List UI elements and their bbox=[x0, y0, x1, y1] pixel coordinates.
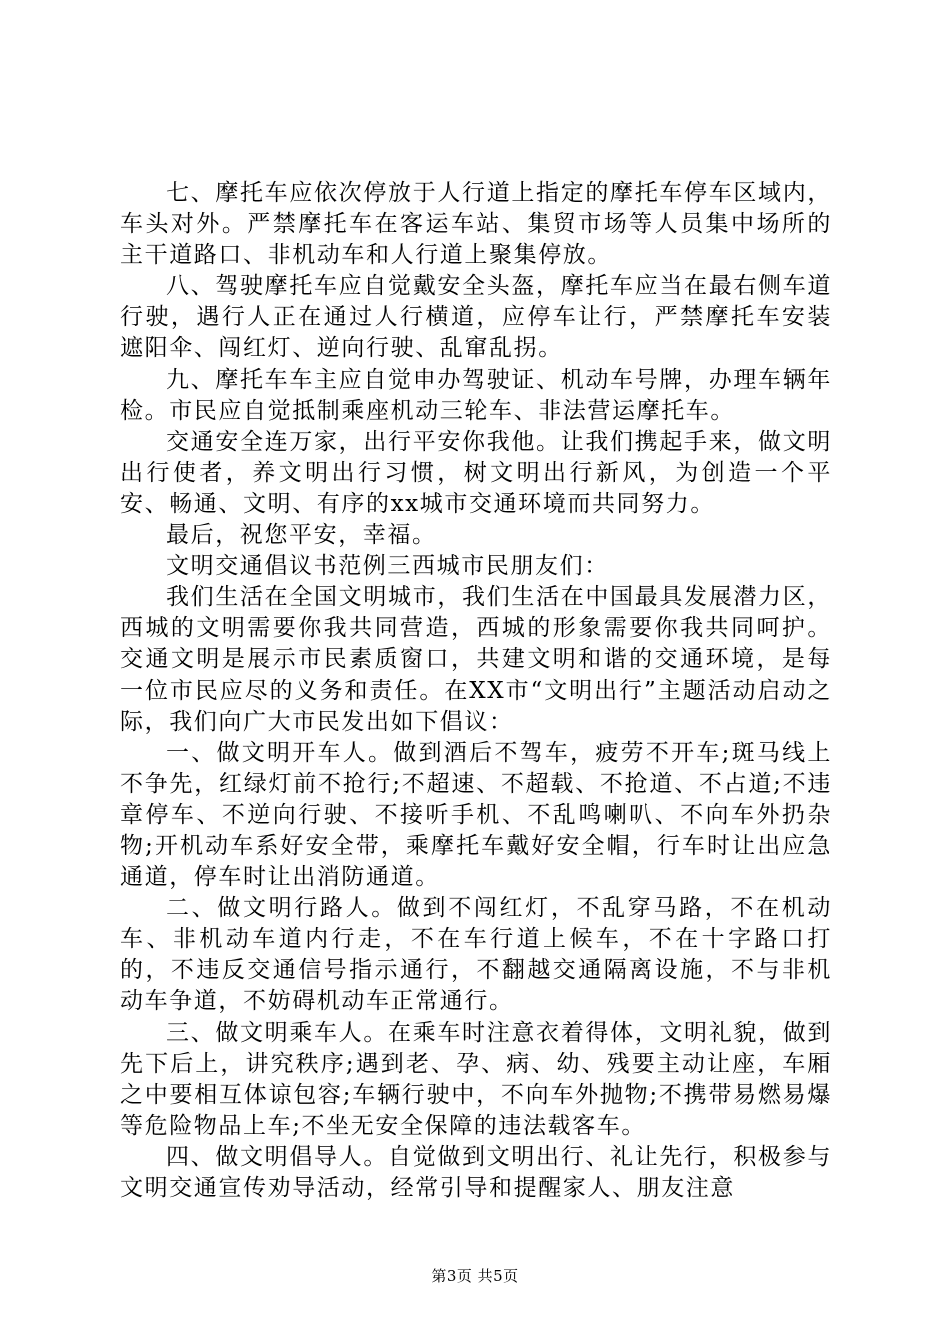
paragraph: 二、做文明行路人。做到不闯红灯，不乱穿马路，不在机动车、非机动车道内行走，不在车行道上候车，不在十字路口打的，不违反交通信号指示通行，不翻越交通隔离设施，不与非机动车争道，不妨碍机动车正常通行。 bbox=[120, 895, 832, 1015]
paragraph: 最后，祝您平安，幸福。 bbox=[166, 522, 437, 549]
paragraph: 八、驾驶摩托车应自觉戴安全头盔，摩托车应当在最右侧车道行驶，遇行人正在通过人行横道，应停车让行，严禁摩托车安装遮阳伞、闯红灯、逆向行驶、乱窜乱拐。 bbox=[120, 273, 832, 362]
document-body bbox=[120, 178, 832, 1204]
paragraph: 七、摩托车应依次停放于人行道上指定的摩托车停车区域内，车头对外。严禁摩托车在客运车站、集贸市场等人员集中场所的主干道路口、非机动车和人行道上聚集停放。 bbox=[120, 180, 832, 269]
paragraph: 三、做文明乘车人。在乘车时注意衣着得体，文明礼貌，做到先下后上，讲究秩序;遇到老、孕、病、幼、残要主动让座，车厢之中要相互体谅包容;车辆行驶中，不向车外抛物;不携带易燃易爆等危险物品上车;不坐无安全保障的违法载客车。 bbox=[120, 1019, 832, 1139]
page-number-footer: 第3页 共5页 bbox=[431, 1267, 519, 1285]
paragraph: 文明交通倡议书范例三西城市民朋友们： bbox=[166, 553, 609, 580]
paragraph: 我们生活在全国文明城市，我们生活在中国最具发展潜力区，西城的文明需要你我共同营造，西城的形象需要你我共同呵护。交通文明是展示市民素质窗口，共建文明和谐的交通环境，是每一位市民应尽的义务和责任。在XX市“文明出行”主题活动启动之际，我们向广大市民发出如下倡议： bbox=[120, 584, 832, 735]
paragraph: 四、做文明倡导人。自觉做到文明出行、礼让先行，积极参与文明交通宣传劝导活动，经常引导和提醒家人、朋友注意 bbox=[120, 1143, 832, 1201]
paragraph: 一、做文明开车人。做到酒后不驾车，疲劳不开车;斑马线上不争先，红绿灯前不抢行;不超速、不超载、不抢道、不占道;不违章停车、不逆向行驶、不接听手机、不乱鸣喇叭、不向车外扔杂物;开机动车系好安全带，乘摩托车戴好安全帽，行车时让出应急通道，停车时让出消防通道。 bbox=[120, 739, 832, 891]
paragraph: 九、摩托车车主应自觉申办驾驶证、机动车号牌，办理车辆年检。市民应自觉抵制乘座机动三轮车、非法营运摩托车。 bbox=[120, 366, 832, 424]
paragraph: 交通安全连万家，出行平安你我他。让我们携起手来，做文明出行使者，养文明出行习惯，树文明出行新风，为创造一个平安、畅通、文明、有序的xx城市交通环境而共同努力。 bbox=[120, 428, 832, 517]
